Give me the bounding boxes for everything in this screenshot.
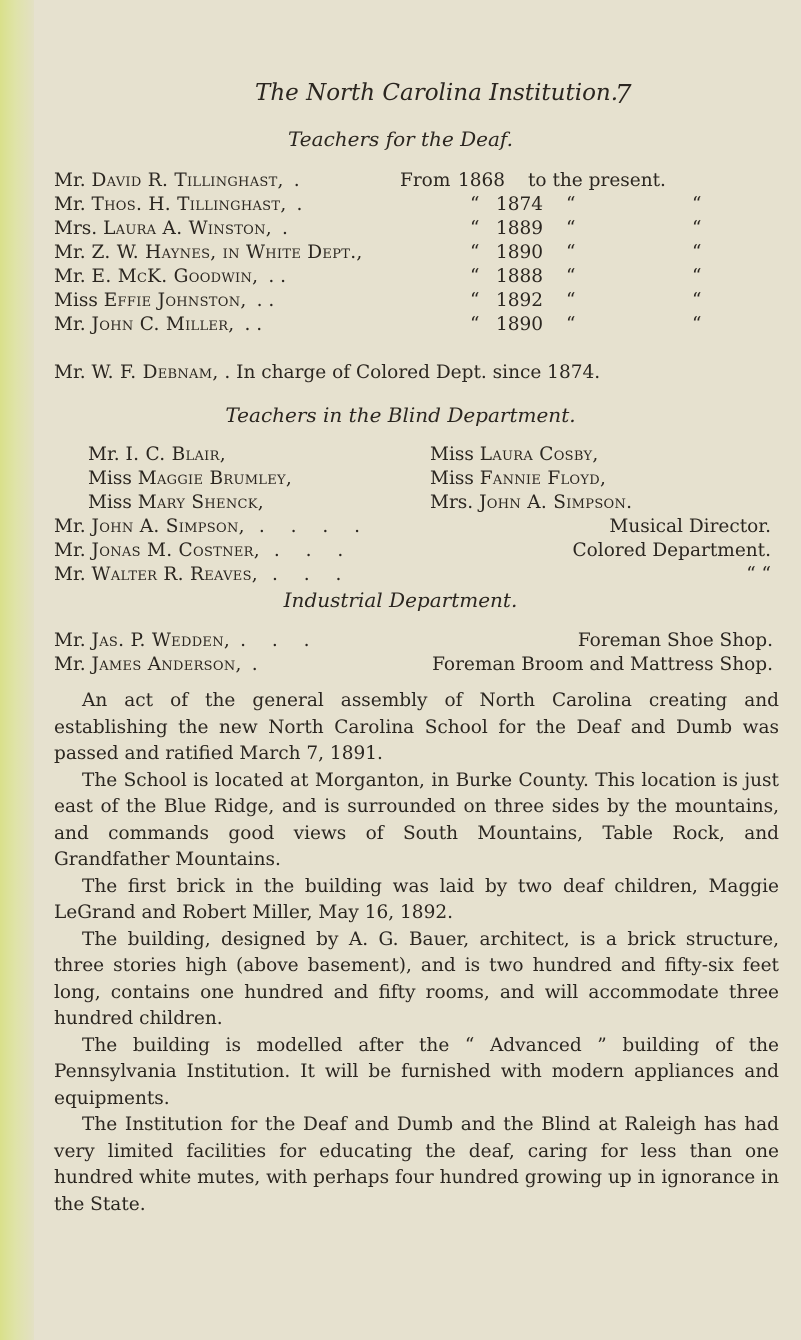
staff-role: Colored Department. [572,540,771,561]
blind-teacher-right [430,468,606,489]
end-ditto: “ [692,290,702,311]
start-year: 1892 [496,290,544,311]
start-year: 1890 [496,242,544,263]
running-title: The North Carolina Institution. [255,80,619,106]
from-label: “ [470,290,480,311]
teacher-row [54,218,288,239]
name-prefix: Mrs. [54,218,98,239]
leader-dots: . . . . [258,516,370,537]
teacher-name: W. F. Debnam, [91,362,219,383]
teacher-name: Effie Johnston, [103,290,247,311]
teacher-name: Maggie Brumley, [137,468,293,489]
end-label: “ [566,290,576,311]
industrial-staff-row [54,654,268,675]
leader-dots: . [293,170,300,191]
page-number: 7 [615,80,632,110]
end-label: “ [566,266,576,287]
name-prefix: Miss [88,468,132,489]
from-label: “ [470,242,480,263]
name-prefix: Mr. [88,444,120,465]
teacher-name: Z. W. Haynes, in White Dept., [91,242,363,263]
teacher-name: David R. Tillinghast, [91,170,284,191]
name-prefix: Mr. [54,654,86,675]
blind-staff-row [54,540,353,561]
name-prefix: Miss [430,468,474,489]
blind-teacher-left [88,444,226,465]
blind-heading: Teachers in the Blind Department. [225,403,576,427]
leader-dots: . . [268,266,286,287]
teacher-name: John A. Simpson. [479,492,633,513]
blind-staff-row [54,516,370,537]
leader-dots: . . . [240,630,320,651]
teacher-name: John C. Miller, [91,314,235,335]
blind-teacher-left [88,492,264,513]
teacher-name: Jonas M. Costner, [91,540,260,561]
name-prefix: Miss [54,290,98,311]
blind-teacher-right [430,444,599,465]
industrial-staff-row [54,630,319,651]
teacher-name: Laura Cosby, [479,444,599,465]
end-ditto: “ [692,314,702,335]
teacher-row [54,314,262,335]
debnam-row: Mr. W. F. Debnam, . In charge of Colored Dept. since 1874. [54,362,601,383]
teacher-name: Thos. H. Tillinghast, [91,194,287,215]
from-label: “ [470,266,480,287]
start-year: 1874 [496,194,544,215]
paragraph: The Institution for the Deaf and Dumb and the Blind at Raleigh has had very limited facilities for educating the deaf, caring for less than one hundred white mutes, with perhaps four hundred growing up in ignorance in the State. [54,1114,779,1215]
name-prefix: Mr. [54,194,86,215]
leader-dots: . . . [271,564,352,585]
name-prefix: Mr. [54,242,86,263]
leader-dots: . . [244,314,263,335]
blind-teacher-left [88,468,292,489]
from-label: “ [470,194,480,215]
teacher-name: Laura A. Winston, [103,218,272,239]
end-ditto: “ [692,194,702,215]
end-label: “ [566,194,576,215]
paragraph: The building is modelled after the “ Advanced ” building of the Pennsylvania Institution. It will be furnished with modern appliances and equipments. [54,1034,779,1109]
teacher-name: Fannie Floyd, [479,468,607,489]
end-label: to the present. [528,170,666,191]
leader-dots: . [282,218,288,239]
end-ditto: “ [692,218,702,239]
start-year: 1868 [458,170,506,191]
teacher-row [54,266,286,287]
from-label: “ [470,218,480,239]
name-prefix: Mrs. [430,492,474,513]
body-text [54,688,779,1218]
name-prefix: Mr. [54,170,86,191]
name-prefix: Miss [88,492,132,513]
staff-role: Foreman Broom and Mattress Shop. [432,654,773,675]
teacher-name: Walter R. Reaves, [91,564,258,585]
paragraph: The School is located at Morganton, in Burke County. This location is just east of the Blue Ridge, and is surrounded on three sides by the mountains, and commands good views of South Mountains, Table Rock, and Grandfather Mountains. [54,769,779,870]
deaf-heading: Teachers for the Deaf. [288,127,513,151]
leader-dots: . [296,194,303,215]
teacher-name: James Anderson, [91,654,242,675]
teacher-name: Jas. P. Wedden, [91,630,231,651]
teacher-row [54,170,300,191]
teacher-name: I. C. Blair, [125,444,226,465]
end-label: “ [566,242,576,263]
staff-role: Musical Director. [609,516,771,537]
from-label: “ [470,314,480,335]
industrial-heading: Industrial Department. [283,588,518,612]
name-prefix: Mr. [54,540,86,561]
from-label: From [400,170,451,191]
teacher-name: John A. Simpson, [91,516,245,537]
start-year: 1889 [496,218,544,239]
teacher-name: E. McK. Goodwin, [91,266,259,287]
staff-role: “ “ [746,564,771,585]
teacher-row [54,242,373,263]
name-prefix: Mr. [54,516,86,537]
paragraph: The first brick in the building was laid by two deaf children, Maggie LeGrand and Robert Miller, May 16, 1892. [54,875,779,923]
teacher-row [54,194,302,215]
blind-teacher-right [430,492,632,513]
paragraph: An act of the general assembly of North Carolina creating and establishing the new North Carolina School for the Deaf and Dumb was passed and ratified March 7, 1891. [54,690,779,764]
end-ditto: “ [692,242,702,263]
leader-dots: . [251,654,268,675]
name-prefix: Mr. [54,630,86,651]
name-prefix: Mr. [54,564,86,585]
name-prefix: Mr. [54,266,86,287]
paragraph: The building, designed by A. G. Bauer, architect, is a brick structure, three stories high (above basement), and is two hundred and fifty-six feet long, contains one hundred and fifty rooms, and will accommodate three hundred children. [54,928,779,1029]
end-ditto: “ [692,266,702,287]
name-prefix: Mr. [54,314,86,335]
leader-dots: . . . [273,540,354,561]
leader-dots: . . [256,290,275,311]
teacher-name: Mary Shenck, [137,492,264,513]
name-prefix: Miss [430,444,474,465]
staff-role: Foreman Shoe Shop. [577,630,773,651]
page-edge [0,0,34,1340]
teacher-row [54,290,274,311]
start-year: 1888 [496,266,544,287]
blind-staff-row [54,564,351,585]
end-label: “ [566,314,576,335]
start-year: 1890 [496,314,544,335]
end-label: “ [566,218,576,239]
